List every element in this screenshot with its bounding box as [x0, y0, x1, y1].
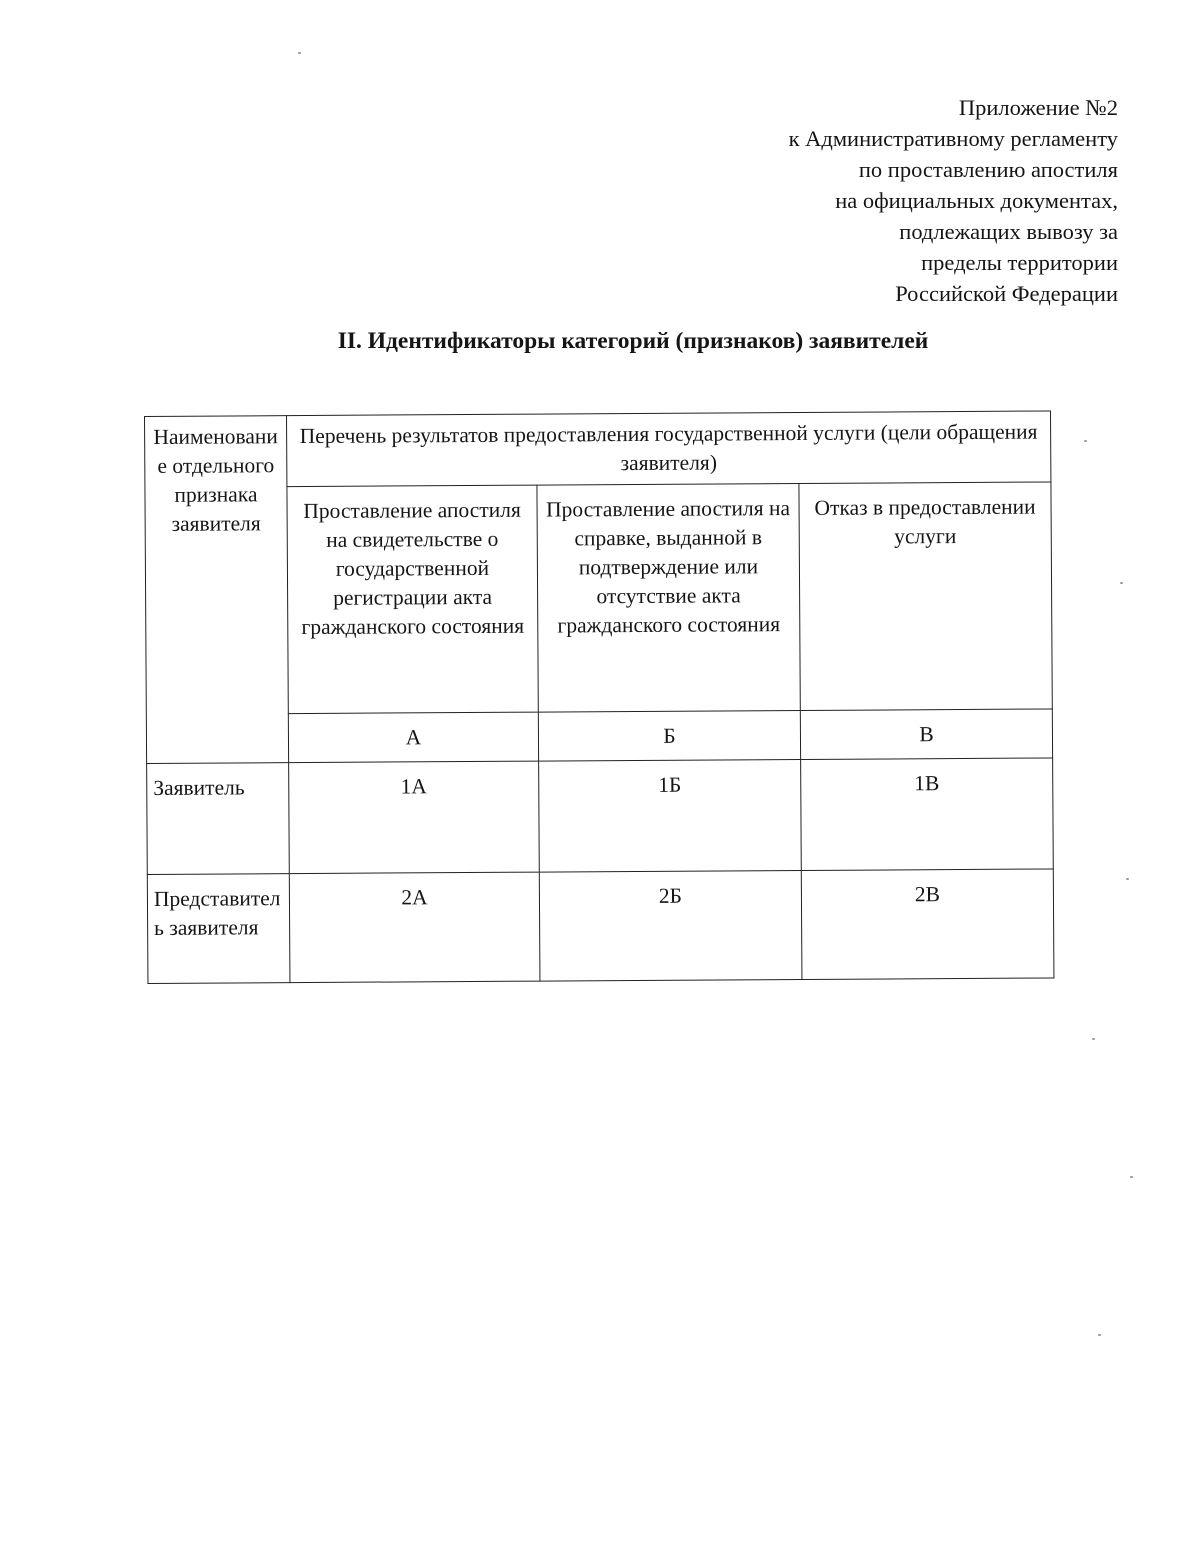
code-cell: 1А	[289, 761, 540, 874]
result-header-cell	[537, 484, 800, 713]
scan-speck	[1130, 1176, 1133, 1178]
appendix-block	[598, 92, 1118, 309]
corner-header-text: Наименование отдельного признака заявителя	[153, 424, 278, 536]
group-header-cell	[287, 411, 1051, 487]
appendix-line: Российской Федерации	[895, 281, 1118, 306]
table-row	[147, 869, 1054, 984]
code-cell: 2Б	[539, 870, 802, 981]
row-label-cell: Заявитель	[147, 763, 290, 875]
result-header-text: Проставление апостиля на справке, выданной в подтверждение или отсутствие акта гражданского состояния	[546, 496, 791, 638]
group-header-text: Перечень результатов предоставления государственной услуги (цели обращения заявителя)	[299, 419, 1038, 476]
table-row	[147, 758, 1054, 875]
scan-speck	[1084, 440, 1087, 442]
appendix-line: пределы территории	[921, 250, 1118, 275]
appendix-line: Приложение №2	[958, 95, 1118, 120]
identifiers-table	[144, 410, 1054, 984]
letter-cell: В	[800, 709, 1052, 760]
result-header-text: Отказ в предоставлении услуги	[814, 494, 1036, 549]
result-header-cell	[287, 485, 538, 714]
appendix-line: по проставлению апостиля	[858, 157, 1118, 182]
code-cell: 1В	[801, 758, 1054, 871]
scan-speck	[1092, 1038, 1095, 1040]
code-cell: 2В	[801, 869, 1054, 980]
scan-speck	[1126, 878, 1129, 880]
section-heading: II. Идентификаторы категорий (признаков) заявителей	[337, 328, 929, 354]
code-cell: 1Б	[539, 759, 802, 872]
scan-speck	[298, 52, 301, 54]
corner-header-cell	[145, 416, 289, 764]
code-cell: 2А	[289, 872, 540, 983]
scan-speck	[1120, 582, 1123, 584]
appendix-line: на официальных документах,	[835, 188, 1118, 213]
appendix-line: к Административному регламенту	[788, 126, 1118, 151]
letter-cell: Б	[538, 710, 800, 761]
appendix-line: подлежащих вывозу за	[899, 219, 1118, 244]
result-header-cell	[799, 482, 1052, 711]
row-label-cell: Представитель заявителя	[147, 874, 290, 984]
scan-speck	[1098, 1334, 1101, 1336]
result-header-text: Проставление апостиля на свидетельстве о государственной регистрации акта гражданского состояния	[301, 497, 525, 640]
letter-cell: А	[288, 712, 538, 763]
